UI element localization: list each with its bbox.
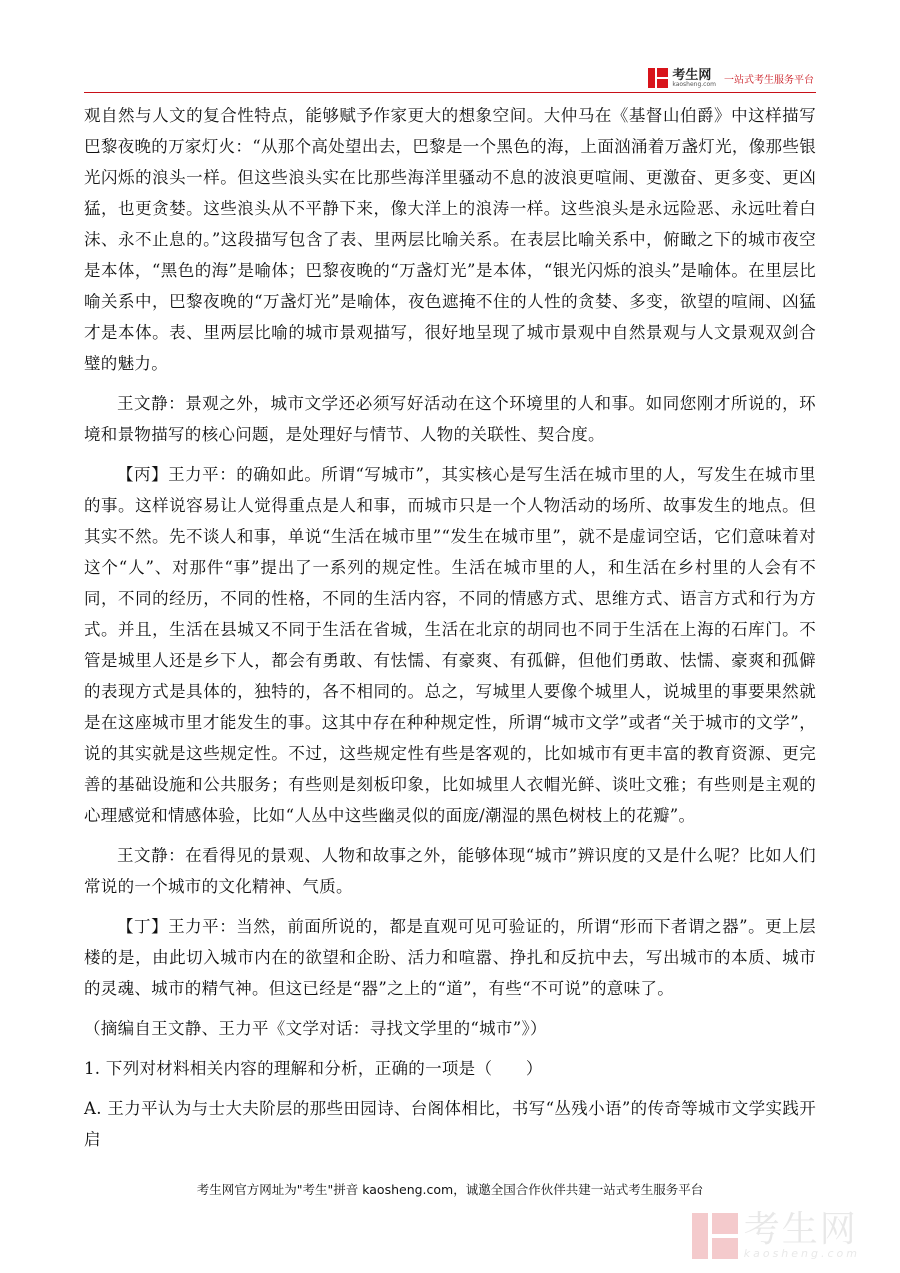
header-divider xyxy=(84,92,816,93)
watermark-name: 考生网 xyxy=(743,1209,858,1250)
watermark-icon xyxy=(692,1213,738,1259)
logo-url: kaosheng.com xyxy=(672,80,716,88)
logo-icon xyxy=(648,68,668,88)
paragraph-1: 观自然与人文的复合性特点，能够赋予作家更大的想象空间。大仲马在《基督山伯爵》中这样描写巴黎夜晚的万家灯火：“从那个高处望出去，巴黎是一个黑色的海，上面汹涌着万盏灯光，像那些银光闪烁的浪头一样。但这些浪头实在比那些海洋里骚动不息的波浪更喧闹、更激奋、更多变、更凶猛，也更贪婪。这些浪头从不平静下来，像大洋上的浪涛一样。这些浪头是永远险恶、永远吐着白沫、永不止息的。”这段描写包含了表、里两层比喻关系。在表层比喻关系中，俯瞰之下的城市夜空是本体，“黑色的海”是喻体；巴黎夜晚的“万盏灯光”是本体，“银光闪烁的浪头”是喻体。在里层比喻关系中，巴黎夜晚的“万盏灯光”是喻体，夜色遮掩不住的人性的贪婪、多变，欲望的喧闹、凶猛才是本体。表、里两层比喻的城市景观描写，很好地呈现了城市景观中自然景观与人文景观双剑合璧的魅力。 xyxy=(84,106,816,373)
watermark-url: kaosheng.com xyxy=(743,1247,860,1260)
watermark-text-block xyxy=(743,1209,860,1260)
source-citation: （摘编自王文静、王力平《文学对话：寻找文学里的“城市”》） xyxy=(84,1019,547,1038)
question-stem: 1. 下列对材料相关内容的理解和分析，正确的一项是（ ） xyxy=(84,1059,543,1078)
header-logo xyxy=(648,68,814,88)
paragraph-2: 王文静：景观之外，城市文学还必须写好活动在这个环境里的人和事。如同您刚才所说的，环境和景物描写的核心问题，是处理好与情节、人物的关联性、契合度。 xyxy=(84,394,816,444)
watermark-logo xyxy=(692,1209,860,1260)
logo-text-block xyxy=(672,69,716,88)
paragraph-5: 【丁】王力平：当然，前面所说的，都是直观可见可验证的，所谓“形而下者谓之器”。更上层楼的是，由此切入城市内在的欲望和企盼、活力和喧嚣、挣扎和反抗中去，写出城市的本质、城市的灵魂、城市的精气神。但这已经是“器”之上的“道”，有些“不可说”的意味了。 xyxy=(84,917,816,998)
question-option-a: A. 王力平认为与士大夫阶层的那些田园诗、台阁体相比，书写“丛残小语”的传奇等城市文学实践开启 xyxy=(84,1099,816,1149)
document-body xyxy=(84,100,816,1164)
logo-name: 考生网 xyxy=(672,67,712,83)
header-slogan: 一站式考生服务平台 xyxy=(724,74,814,86)
paragraph-4: 王文静：在看得见的景观、人物和故事之外，能够体现“城市”辨识度的又是什么呢？比如人们常说的一个城市的文化精神、气质。 xyxy=(84,846,816,896)
paragraph-3: 【丙】王力平：的确如此。所谓“写城市”，其实核心是写生活在城市里的人，写发生在城市里的事。这样说容易让人觉得重点是人和事，而城市只是一个人物活动的场所、故事发生的地点。但其实不然。先不谈人和事，单说“生活在城市里”“发生在城市里”，就不是虚词空话，它们意味着对这个“人”、对那件“事”提出了一系列的规定性。生活在城市里的人，和生活在乡村里的人会有不同，不同的经历，不同的性格，不同的生活内容，不同的情感方式、思维方式、语言方式和行为方式。并且，生活在县城又不同于生活在省城，生活在北京的胡同也不同于生活在上海的石库门。不管是城里人还是乡下人，都会有勇敢、有怯懦、有豪爽、有孤僻，但他们勇敢、怯懦、豪爽和孤僻的表现方式是具体的，独特的，各不相同的。总之，写城里人要像个城里人，说城里的事要果然就是在这座城市里才能发生的事。这其中存在种种规定性，所谓“城市文学”或者“关于城市的文学”，说的其实就是这些规定性。不过，这些规定性有些是客观的，比如城市有更丰富的教育资源、更完善的基础设施和公共服务；有些则是刻板印象，比如城里人衣帽光鲜、谈吐文雅；有些则是主观的心理感觉和情感体验，比如“人丛中这些幽灵似的面庞/潮湿的黑色树枝上的花瓣”。 xyxy=(84,465,816,825)
footer-text: 考生网官方网址为"考生"拼音 kaosheng.com，诚邀全国合作伙伴共建一站式考生服务平台 xyxy=(196,1182,704,1197)
